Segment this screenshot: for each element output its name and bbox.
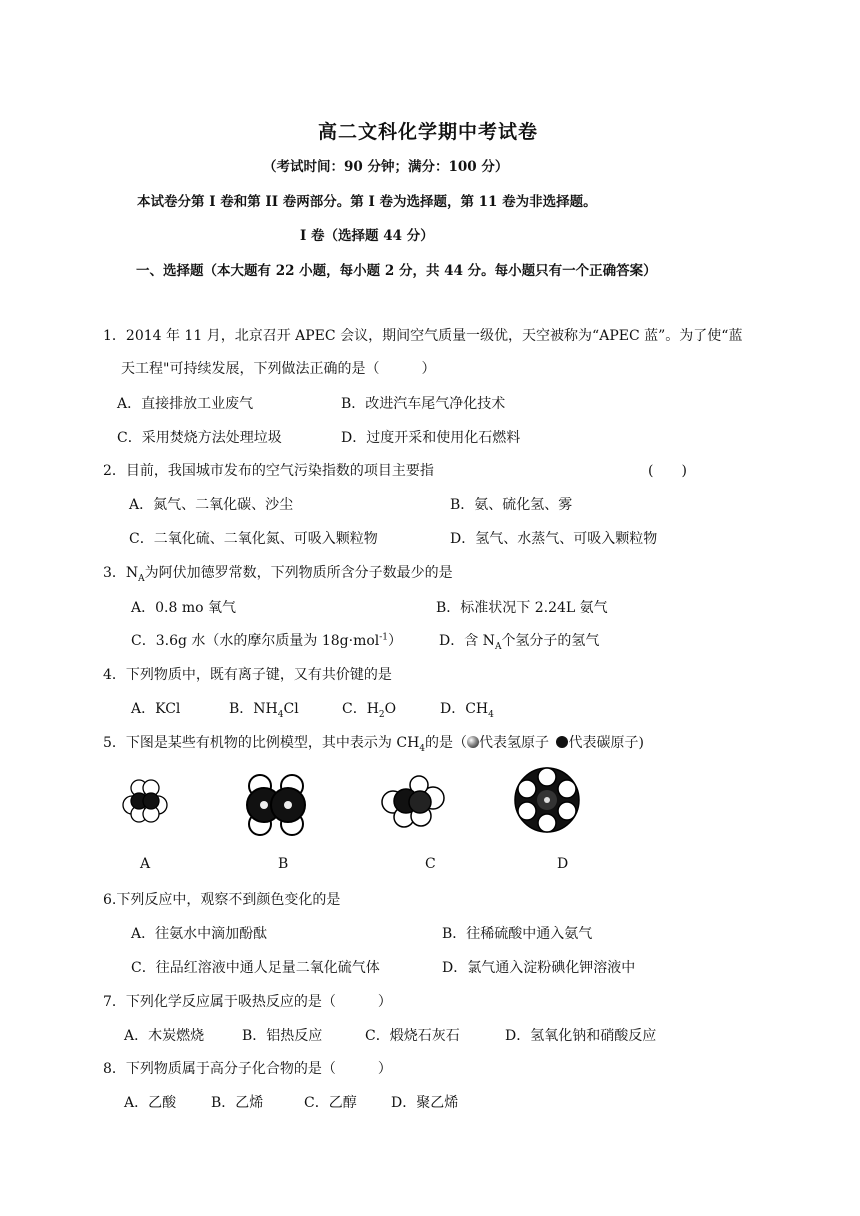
exam-intro: 本试卷分第 I 卷和第 II 卷两部分。第 I 卷为选择题，第 11 卷为非选择题。 — [137, 194, 597, 210]
molecule-model-a-image — [115, 770, 175, 830]
exam-time-info: （考试时间：90 分钟；满分：100 分） — [263, 159, 509, 175]
question-6-option-a: A．往氨水中滴加酚酞 — [131, 926, 268, 942]
molecule-label-d: D — [557, 856, 569, 872]
question-3-option-b: B．标准状况下 2.24L 氨气 — [436, 600, 608, 616]
molecule-label-c: C — [425, 856, 436, 872]
molecule-label-b: B — [278, 856, 289, 872]
question-6-option-c: C．往品红溶液中通人足量二氧化硫气体 — [131, 960, 380, 976]
question-1-stem-cont: 天工程"可持续发展，下列做法正确的是（ ） — [121, 361, 436, 377]
hydrogen-atom-legend-icon — [467, 736, 479, 748]
section-instructions: 一、选择题（本大题有 22 小题，每小题 2 分，共 44 分。每小题只有一个正确答案） — [136, 263, 657, 279]
question-3-option-c: C．3.6g 水（水的摩尔质量为 18g·mol$^{-1}$） — [131, 632, 403, 649]
question-4-stem: 4．下列物质中，既有离子键，又有共价键的是 — [103, 667, 392, 683]
question-7-option-a: A．木炭燃烧 — [124, 1028, 205, 1044]
question-1-option-a: A．直接排放工业废气 — [117, 396, 254, 412]
question-4-option-a: A．KCl — [131, 701, 181, 717]
question-8-option-c: C．乙醇 — [304, 1095, 357, 1111]
question-2-option-b: B．氨、硫化氢、雾 — [450, 497, 573, 513]
question-1-stem: 1．2014 年 11 月，北京召开 APEC 会议，期间空气质量一级优，天空被称为“APEC 蓝”。为了使“蓝 — [103, 328, 743, 344]
question-3-option-a: A．0.8 mo 氧气 — [131, 600, 236, 616]
question-4-option-b: B．$NH_4Cl$ — [229, 701, 299, 720]
molecule-model-c-image — [377, 770, 449, 836]
question-7-option-c: C．煅烧石灰石 — [365, 1028, 460, 1044]
question-6-stem: 6.下列反应中，观察不到颜色变化的是 — [103, 892, 341, 908]
question-7-stem: 7．下列化学反应属于吸热反应的是（ ） — [103, 994, 392, 1010]
question-8-option-b: B．乙烯 — [211, 1095, 264, 1111]
question-2-option-d: D．氢气、水蒸气、可吸入颗粒物 — [450, 531, 658, 547]
molecule-model-b-image — [238, 772, 314, 838]
question-5-stem: 5．下图是某些有机物的比例模型，其中表示为 $CH_4$的是（ 代表氢原子 代表碳原子) — [103, 735, 644, 754]
question-4-option-d: D．$CH_4$ — [440, 701, 494, 720]
page-title: 高二文科化学期中考试卷 — [318, 121, 539, 143]
question-3-option-d: D．含 $N_A$个氢分子的氢气 — [439, 633, 600, 652]
question-2-stem: 2．目前，我国城市发布的空气污染指数的项目主要指 — [103, 463, 434, 479]
question-8-stem: 8．下列物质属于高分子化合物的是（ ） — [103, 1061, 392, 1077]
question-6-option-b: B．往稀硫酸中通入氨气 — [442, 926, 593, 942]
carbon-atom-legend-icon — [556, 736, 568, 748]
question-1-option-c: C．采用焚烧方法处理垃圾 — [117, 430, 282, 446]
question-2-option-a: A．氮气、二氧化碳、沙尘 — [129, 497, 294, 513]
question-4-option-c: C．$H_2O$ — [342, 701, 397, 720]
question-8-option-d: D．聚乙烯 — [391, 1095, 459, 1111]
question-8-option-a: A．乙酸 — [124, 1095, 177, 1111]
section-title: I 卷（选择题 44 分） — [300, 228, 434, 244]
question-1-option-d: D．过度开采和使用化石燃料 — [341, 430, 521, 446]
question-7-option-b: B．铝热反应 — [242, 1028, 323, 1044]
question-2-answer-bracket: ( ) — [648, 463, 687, 479]
molecule-label-a: A — [140, 856, 151, 872]
question-7-option-d: D．氢氧化钠和硝酸反应 — [505, 1028, 657, 1044]
molecule-model-d-image — [512, 765, 582, 835]
question-2-option-c: C．二氧化硫、二氧化氮、可吸入颗粒物 — [129, 531, 378, 547]
question-6-option-d: D．氯气通入淀粉碘化钾溶液中 — [442, 960, 636, 976]
question-1-option-b: B．改进汽车尾气净化技术 — [341, 396, 506, 412]
question-3-stem: 3．$N_A$为阿伏加德罗常数，下列物质所含分子数最少的是 — [103, 565, 453, 584]
